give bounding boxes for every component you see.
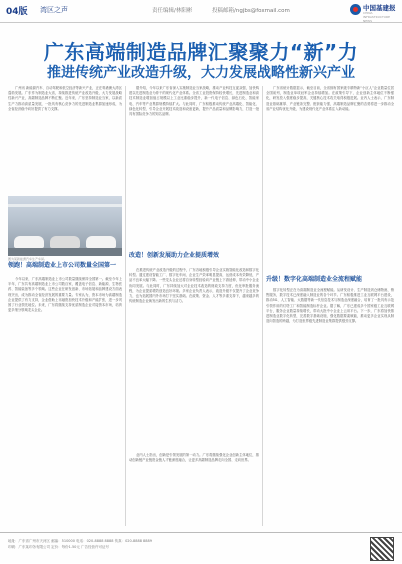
- section-title: 湾区之声: [40, 6, 68, 14]
- footer-line: 印刷：广东某印务有限公司 定价：每份1.50元 广告经营许可证号: [8, 545, 110, 549]
- column-divider: [262, 86, 263, 526]
- submission-email: 投稿邮箱/ngjbs@foxmail.com: [212, 8, 290, 14]
- factory-photo: [8, 196, 122, 256]
- logo-text: 中国基建报: [363, 4, 396, 12]
- article-column-2: [129, 86, 259, 248]
- article-column-2b: [129, 268, 259, 446]
- footer-info: [8, 538, 308, 550]
- main-headline: 广东高端制造品牌汇聚聚力“新”力: [43, 40, 359, 64]
- newspaper-logo: [350, 2, 396, 23]
- sub-headline: 推进传统产业改造升级，大力发展战略性新兴产业: [47, 65, 355, 81]
- page-header: [0, 0, 402, 23]
- article-paragraph: 业内人士指出，创新是引领发展的第一动力。广东将继续强化企业创新主体地位，推动创新链产业链资金链人才链深度融合，让更多高端制造品牌走向全国、走向世界。: [129, 453, 259, 463]
- column-divider: [125, 86, 126, 526]
- qr-code-icon: [370, 537, 394, 561]
- article-column-1b: [8, 277, 122, 427]
- article-paragraph: 今年以来，广东高端制造业上市公司数量继续保持全国第一。截至今年上半年，广东共有高端制造业上市公司数百家，覆盖电子信息、新能源、生物医药、智能装备等多个领域。这些企业在研发创新、市场拓展和品牌建设方面表现突出，成为推动全省经济发展的重要力量。专家认为，资本市场为高端制造企业提供了有力支持，企业借助上市融资加快技术升级和产能扩张，进一步巩固了行业领先地位。未来，广东将继续支持优质制造企业对接资本市场，培育更多细分领域龙头企业。: [8, 277, 122, 313]
- subhead-lead: 领跑！高端制造业上市公司数量全国第一: [8, 262, 117, 269]
- editor-credit: 责任编辑/林阳彬: [152, 8, 193, 14]
- article-column-3: [266, 86, 394, 236]
- footer-line: 地址：广东省广州市天河区 邮编：510000 电话：020-8888 8888 传真：020-8888 8889: [8, 539, 152, 543]
- logo-icon: [350, 4, 361, 15]
- subhead-reform: 改造！创新发展助力企业提质增效: [129, 252, 220, 259]
- page-footer: [0, 532, 402, 564]
- article-paragraph: 广东省统计数据显示，截至目前，全省拥有国家级专精特新“小巨人”企业数量位居全国前列，制造业单项冠军企业持续增加。在政策引导下，企业创新主体地位不断强化，研发投入强度稳步提高，关键核心技术攻关取得积极进展。业内人士表示，广东制造业基础雄厚、产业链条完整、配套能力强，高端制造品牌汇聚的态势将进一步推动全省产业结构优化升级，为建设现代化产业体系注入新动能。: [266, 86, 394, 111]
- article-column-1: [8, 86, 122, 192]
- page-number: 04版: [6, 7, 28, 17]
- article-paragraph: 数字化转型正在为高端制造业全流程赋能。从研发设计、生产制造到仓储物流、销售服务，数字技术已深度融入制造业的各个环节。广东积极推进工业互联网平台建设，推动5G、人工智能、大数据等新一代信息技术与制造业深度融合，培育了一批具有示范引领作用的灯塔工厂和智能制造标杆企业。据了解，广东已建成多个国家级工业互联网平台，服务企业数量持续增长，带动大批中小企业上云用平台。下一步，广东将加快推进制造业数字化转型，完善数字基础设施，强化数据要素赋能，推动更多企业实现从制造向智造的跨越，为打造世界级先进制造业集群提供强劲支撑。: [266, 288, 394, 324]
- article-paragraph: 据介绍，今年以来广东省深入实施制造业当家战略，推动产业科技互促双强，加快构建以先进制造业为骨干的现代化产业体系。全省工业投资保持较快增长，先进制造业和高技术制造业增加值占规模以上工业比重稳步提升，新一代电子信息、绿色石化、智能家电、汽车等产业集群规模持续扩大。与此同时，广东积极推动传统产业高端化、智能化、绿色化转型，引导企业开展技术改造和设备更新，提升产品质量和品牌影响力，打造一批具有国际竞争力的知名品牌。: [129, 86, 259, 117]
- article-column-3b: [266, 288, 394, 500]
- subhead-upgrade: 升级！数字化高端制造业全流程赋能: [266, 276, 363, 283]
- photo-caption: 图为某新能源汽车生产车间。: [8, 257, 48, 261]
- article-paragraph: 在推进传统产业改造升级的过程中，广东各地积极引导企业实施智能化改造和数字化转型。通过建设智能工厂、数字化车间，企业生产效率明显提高，运营成本有效降低，产品不良率大幅下降。一些龙头企业还将自身转型经验向产业链上下游延伸，带动中小企业协同发展。与此同时，广东持续加大对企业技术改造的财政支持力度，优化审批服务流程，为企业提质增效创造良好环境。多家企业负责人表示，改造升级不仅提升了企业竞争力，也为拓展国内外市场打下坚实基础。在政策、资金、人才等多重支持下，越来越多的传统制造企业焕发出新的生机与活力。: [129, 268, 259, 304]
- logo-subtext: CHINA INFRASTRUCTURE NEWS: [363, 11, 390, 23]
- article-column-2c: [129, 453, 259, 501]
- article-paragraph: 广州讯 新能源汽车、自动驾驶和低空经济等新兴产业，正在粤港澳大湾区蓬勃发展。广东作为制造业大省，持续推进传统产业改造升级，大力发展战略性新兴产业，高端制造品牌不断汇聚。近年来，广东坚持制造业当家，以新质生产力推动高质量发展，一批具有核心竞争力的先进制造业集群加速形成，为全省经济稳中向好提供了有力支撑。: [8, 86, 122, 111]
